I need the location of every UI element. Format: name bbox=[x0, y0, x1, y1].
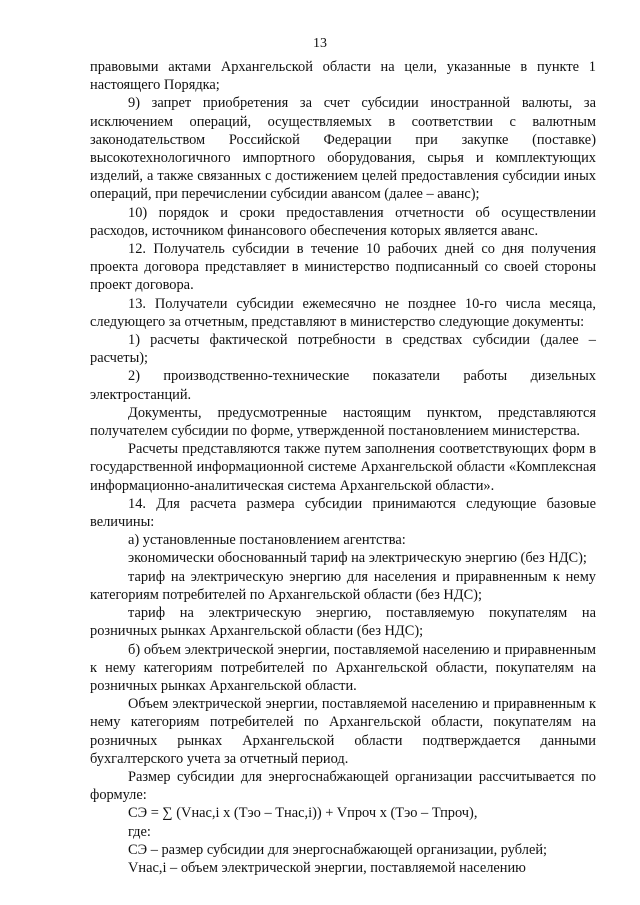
paragraph-section-13: 13. Получатели субсидии ежемесячно не позднее 10-го числа месяца, следующего за отчетным, представляют в министерство следующие документы: bbox=[90, 295, 596, 330]
paragraph-item-10: 10) порядок и сроки предоставления отчетности об осуществлении расходов, источником финансового обеспечения которых является аванс. bbox=[90, 204, 596, 239]
paragraph-tariff-retail: тариф на электрическую энергию, поставляемую покупателям на розничных рынках Архангельской области (без НДС); bbox=[90, 605, 596, 640]
paragraph-section-12: 12. Получатель субсидии в течение 10 рабочих дней со дня получения проекта договора представляет в министерство подписанный со своей стороны проект договора. bbox=[90, 241, 596, 294]
paragraph-item-b: б) объем электрической энергии, поставляемой населению и приравненным к нему категориям потребителей по Архангельской области, покупателям на розничных рынках Архангельской области. bbox=[90, 641, 596, 694]
paragraph-item-a: а) установленные постановлением агентства: bbox=[128, 532, 406, 549]
paragraph-volume-confirmation: Объем электрической энергии, поставляемой населению и приравненным к нему категориям потребителей по Архангельской области, покупателям на розничных рынках Архангельской области подтверждается данными бухгалтерского учета за отчетный период. bbox=[90, 696, 596, 767]
paragraph-calculations: Расчеты представляются также путем заполнения соответствующих форм в государственной информационной системе Архангельской области «Комплексная информационно-аналитическая система Архангельской области». bbox=[90, 441, 596, 494]
paragraph-where: где: bbox=[128, 823, 151, 840]
paragraph-documents: Документы, предусмотренные настоящим пунктом, представляются получателем субсидии по форме, утвержденной постановлением министерства. bbox=[90, 404, 596, 440]
paragraph-item-9: 9) запрет приобретения за счет субсидии иностранной валюты, за исключением операций, осуществляемых в соответствии с валютным законодательством Российской Федерации при закупке (поставке) высокотехнологичного импортного оборудования, сырья и комплектующих изделий, а также связанных с достижением целей предоставления субсидии иных операций, при перечислении субсидии авансом (далее – аванс); bbox=[90, 95, 596, 203]
subsidy-formula: СЭ = ∑ (Vнас,i x (Тэо – Тнас,i)) + Vпроч x (Тэо – Тпроч), bbox=[128, 805, 478, 822]
paragraph-item-2: 2) производственно-технические показатели работы дизельных электростанций. bbox=[90, 368, 596, 403]
page-number: 13 bbox=[313, 36, 327, 51]
paragraph-1: правовыми актами Архангельской области на цели, указанные в пункте 1 настоящего Порядка; bbox=[90, 59, 596, 94]
document-body bbox=[90, 58, 596, 877]
paragraph-tariff-population: тариф на электрическую энергию для населения и приравненным к нему категориям потребителей по Архангельской области (без НДС); bbox=[90, 568, 596, 603]
paragraph-definition-se: СЭ – размер субсидии для энергоснабжающей организации, рублей; bbox=[128, 841, 548, 858]
paragraph-definition-vnas: Vнас,i – объем электрической энергии, поставляемой населению bbox=[128, 859, 526, 876]
paragraph-section-14: 14. Для расчета размера субсидии принимаются следующие базовые величины: bbox=[90, 495, 596, 531]
paragraph-item-1: 1) расчеты фактической потребности в средствах субсидии (далее – расчеты); bbox=[90, 332, 596, 367]
paragraph-formula-intro: Размер субсидии для энергоснабжающей организации рассчитывается по формуле: bbox=[90, 768, 596, 804]
paragraph-tariff-economic: экономически обоснованный тариф на электрическую энергию (без НДС); bbox=[128, 550, 587, 567]
